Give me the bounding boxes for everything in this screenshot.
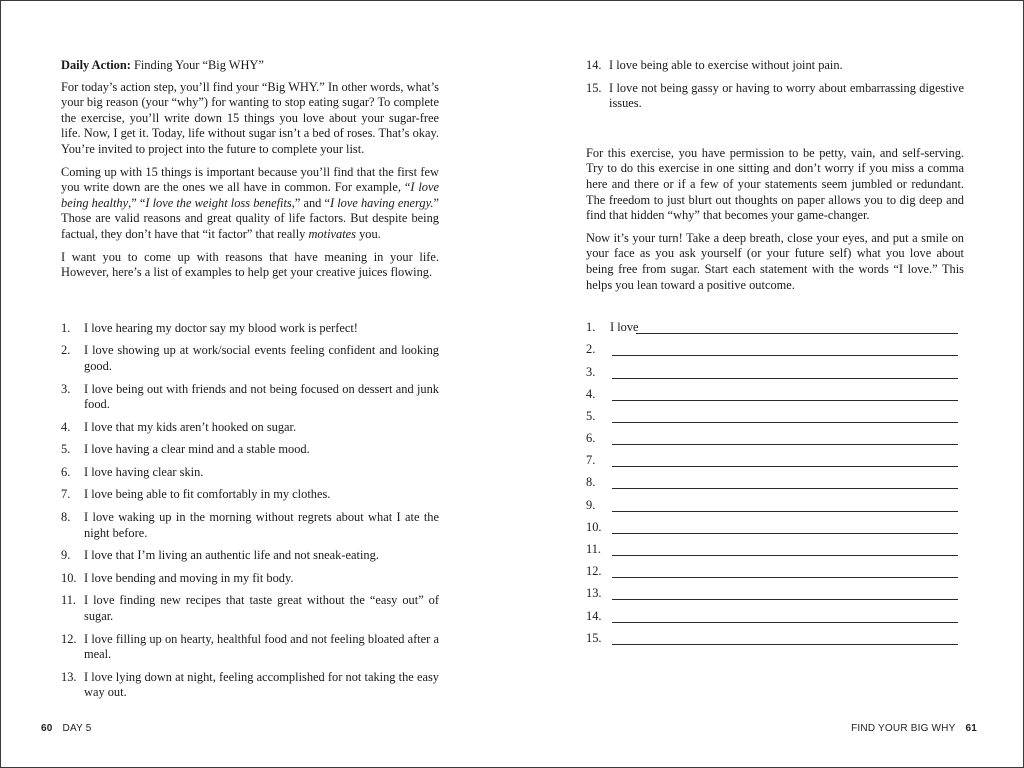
fill-in-number: 11.	[586, 542, 602, 556]
writing-rule[interactable]	[612, 555, 958, 556]
fill-in-line[interactable]	[586, 520, 964, 542]
fill-in-line[interactable]	[586, 631, 964, 653]
writing-rule[interactable]	[612, 355, 958, 356]
writing-rule[interactable]	[612, 422, 958, 423]
writing-rule[interactable]	[612, 511, 958, 512]
list-item	[61, 548, 439, 564]
list-item-text: I love hearing my doctor say my blood work is perfect!	[84, 320, 358, 335]
list-item-text: I love being out with friends and not being focused on dessert and junk food.	[84, 381, 439, 412]
writing-rule[interactable]	[612, 533, 958, 534]
fifteen-things-paragraph: Coming up with 15 things is important because you’ll find that the first few you write down are the ones we all have in common. For example, “I love being healthy,” “I love the weight loss benefits,” and “I love having energy.” Those are valid reasons and great quality of life factors. But despite being factual, they don’t have that “it factor” that really motivates you.	[61, 164, 439, 241]
fill-in-number: 7.	[586, 453, 596, 468]
list-item	[61, 593, 439, 624]
fill-in-number: 5.	[586, 408, 596, 423]
fill-in-line[interactable]	[586, 498, 964, 520]
list-item-text: I love not being gassy or having to worry about embarrassing digestive issues.	[609, 80, 964, 111]
fill-in-number: 10.	[586, 519, 602, 534]
left-page	[61, 58, 439, 708]
running-head: FIND YOUR BIG WHY	[851, 723, 956, 734]
page-number: 60	[41, 723, 53, 734]
fill-in-line[interactable]	[586, 586, 964, 608]
heading-bold: Daily Action:	[61, 58, 131, 72]
list-item	[61, 343, 439, 374]
writing-rule[interactable]	[612, 378, 958, 379]
fill-in-prefix: I love	[610, 320, 639, 335]
list-item-number: 11.	[61, 593, 77, 608]
list-item-text: I love having a clear mind and a stable mood.	[84, 442, 310, 457]
fill-in-number: 14.	[586, 608, 602, 623]
fill-in-number: 6.	[586, 431, 596, 446]
list-item	[586, 58, 964, 74]
fill-in-number: 4.	[586, 386, 596, 401]
writing-rule[interactable]	[612, 400, 958, 401]
fill-in-line[interactable]	[586, 320, 964, 342]
list-item	[586, 81, 964, 112]
fill-in-line[interactable]	[586, 542, 964, 564]
fill-in-number: 13.	[586, 586, 602, 601]
fill-in-line[interactable]	[586, 609, 964, 631]
fill-in-number: 2.	[586, 342, 596, 357]
fill-in-line[interactable]	[586, 342, 964, 364]
list-item-number: 14.	[586, 58, 602, 72]
fill-in-number: 15.	[586, 630, 602, 645]
right-page	[586, 58, 964, 653]
writing-rule[interactable]	[612, 577, 958, 578]
list-item-text: I love lying down at night, feeling accomplished for not taking the easy way out.	[84, 669, 439, 700]
list-item	[61, 321, 439, 337]
writing-rule[interactable]	[612, 466, 958, 467]
list-item-number: 2.	[61, 343, 71, 358]
fill-in-number: 12.	[586, 564, 602, 579]
writing-rule[interactable]	[612, 444, 958, 445]
fill-in-number: 8.	[586, 475, 596, 490]
heading-title: Finding Your “Big WHY”	[130, 58, 264, 72]
list-item-number: 12.	[61, 631, 77, 646]
list-item	[61, 420, 439, 436]
list-item	[61, 442, 439, 458]
running-head: DAY 5	[62, 723, 92, 734]
list-item-number: 5.	[61, 442, 71, 457]
meaning-paragraph: I want you to come up with reasons that have meaning in your life. However, here’s a list of examples to help get your creative juices flowing.	[61, 249, 439, 280]
permission-paragraph: For this exercise, you have permission to be petty, vain, and self-serving. Try to do this exercise in one sitting and don’t worry if you miss a comma here and there or if a few of your statements seem jumbled or redundant. The freedom to just blurt out thoughts on paper allows you to dig deep and find that hidden “why” that becomes your game-changer.	[586, 145, 964, 223]
list-item-number: 4.	[61, 419, 71, 434]
list-item	[61, 487, 439, 503]
list-item-text: I love bending and moving in my fit body.	[84, 570, 294, 585]
list-item-number: 8.	[61, 510, 71, 525]
your-turn-paragraph: Now it’s your turn! Take a deep breath, close your eyes, and put a smile on your face as you ask yourself (or your future self) what you love about being free from sugar. Start each statement with the words “I love.” This helps you lean toward a positive outcome.	[586, 230, 964, 292]
example-list	[61, 321, 439, 701]
writing-rule[interactable]	[612, 599, 958, 600]
list-item-number: 3.	[61, 381, 71, 396]
writing-rule[interactable]	[636, 333, 958, 334]
list-item-number: 1.	[61, 320, 71, 335]
list-item	[61, 510, 439, 541]
fill-in-line[interactable]	[586, 564, 964, 586]
list-item	[61, 571, 439, 587]
fill-in-line[interactable]	[586, 409, 964, 431]
list-item-text: I love finding new recipes that taste great without the “easy out” of sugar.	[84, 593, 439, 624]
fill-in-line[interactable]	[586, 365, 964, 387]
left-footer	[41, 723, 92, 734]
list-item-text: I love that I’m living an authentic life and not sneak-eating.	[84, 548, 379, 563]
fill-in-number: 3.	[586, 364, 596, 379]
list-item-number: 13.	[61, 669, 77, 684]
fill-in-number: 1.	[586, 320, 596, 335]
list-item-text: I love waking up in the morning without regrets about what I ate the night before.	[84, 510, 439, 540]
list-item	[61, 670, 439, 701]
list-item	[61, 465, 439, 481]
fill-in-line[interactable]	[586, 431, 964, 453]
page-number: 61	[965, 723, 977, 734]
list-item-text: I love showing up at work/social events feeling confident and looking good.	[84, 343, 439, 373]
list-item-text: I love that my kids aren’t hooked on sugar.	[84, 419, 297, 434]
fill-in-line[interactable]	[586, 387, 964, 409]
list-item-number: 7.	[61, 487, 71, 502]
list-item-text: I love being able to fit comfortably in my clothes.	[84, 487, 331, 502]
writing-rule[interactable]	[612, 644, 958, 645]
list-item	[61, 632, 439, 663]
list-item-number: 9.	[61, 548, 71, 563]
list-item-number: 10.	[61, 570, 77, 585]
example-list-continued	[586, 58, 964, 112]
daily-action-heading	[61, 58, 439, 74]
list-item-number: 6.	[61, 464, 71, 479]
list-item-number: 15.	[586, 80, 602, 95]
fill-in-list	[586, 320, 964, 653]
list-item-text: I love having clear skin.	[84, 464, 204, 479]
list-item-text: I love being able to exercise without joint pain.	[609, 58, 843, 72]
writing-rule[interactable]	[612, 488, 958, 489]
fill-in-number: 9.	[586, 497, 596, 512]
intro-paragraph: For today’s action step, you’ll find your “Big WHY.” In other words, what’s your big reason (your “why”) for wanting to stop eating sugar? To complete the exercise, you’ll write down 15 things you love about your sugar-free life. Now, I get it. Today, life without sugar isn’t a bed of roses. That’s okay. You’re invited to project into the future to complete your list.	[61, 79, 439, 156]
fill-in-line[interactable]	[586, 475, 964, 497]
writing-rule[interactable]	[612, 622, 958, 623]
fill-in-line[interactable]	[586, 453, 964, 475]
list-item-text: I love filling up on hearty, healthful food and not feeling bloated after a meal.	[84, 631, 439, 662]
list-item	[61, 382, 439, 413]
right-footer	[851, 723, 977, 734]
